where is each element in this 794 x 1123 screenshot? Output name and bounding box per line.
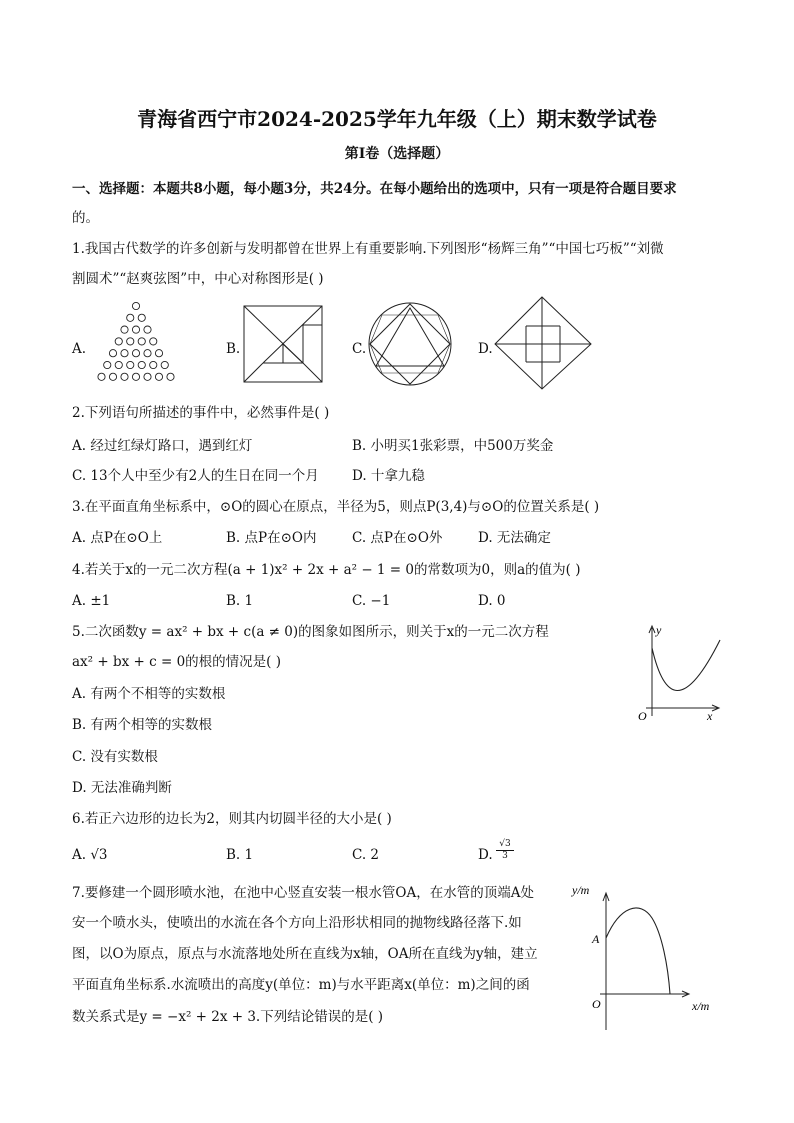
q1-option-c-label: C. (352, 341, 367, 357)
q2-option-c: C. 13个人中至少有2人的生日在同一个月 (72, 468, 319, 484)
yanghui-triangle-figure (88, 300, 184, 386)
q7-water-curve (606, 908, 670, 994)
triangle-dot (98, 373, 105, 380)
q5-option-c: C. 没有实数根 (72, 749, 158, 765)
triangle-dot (138, 314, 145, 321)
triangle-dot (167, 373, 174, 380)
q7-fountain-figure (568, 882, 728, 1034)
q5-option-d: D. 无法准确判断 (72, 780, 172, 796)
triangle-dot (155, 350, 162, 357)
q5-parabola-curve (652, 640, 720, 691)
intro-line-2: 的。 (72, 210, 99, 226)
circle-division-figure (366, 302, 454, 386)
q1-stem-line-2: 割圆术”“赵爽弦图”中，中心对称图形是( ) (72, 271, 324, 287)
q7-stem-line-5: 数关系式是y = −x² + 2x + 3.下列结论错误的是( ) (72, 1009, 384, 1025)
triangle-dot (109, 350, 116, 357)
q5-origin-label: O (638, 709, 647, 723)
triangle-dot (132, 350, 139, 357)
q1-option-b-label: B. (226, 341, 241, 357)
q7-point-a-label: A (592, 932, 600, 946)
q6-stem: 6.若正六边形的边长为2，则其内切圆半径的大小是( ) (72, 811, 392, 827)
triangle-dot (132, 373, 139, 380)
triangle-dot (132, 326, 139, 333)
q5-x-label: x (707, 709, 713, 723)
triangle-dot (127, 314, 134, 321)
q5-option-a: A. 有两个不相等的实数根 (72, 686, 226, 702)
q1-stem-line-1: 1.我国古代数学的许多创新与发明都曾在世界上有重要影响.下列图形“杨辉三角”“中国七巧板”“刘微 (72, 241, 664, 257)
triangle-dot (138, 338, 145, 345)
triangle-dot (115, 361, 122, 368)
q7-stem-line-2: 安一个喷水头，使喷出的水流在各个方向上沿形状相同的抛物线路径落下.如 (72, 915, 522, 931)
q6-option-d-fraction (496, 839, 514, 862)
q3-stem: 3.在平面直角坐标系中，⊙O的圆心在原点，半径为5，则点P(3,4)与⊙O的位置关系是( ) (72, 499, 600, 515)
q7-stem-line-3: 图，以O为原点，原点与水流落地处所在直线为x轴，OA所在直线为y轴，建立 (72, 946, 538, 962)
q6-option-b: B. 1 (226, 847, 254, 863)
q2-option-a: A. 经过红绿灯路口，遇到红灯 (72, 438, 253, 454)
triangle-dot (144, 373, 151, 380)
q6-option-d: D. (478, 847, 493, 863)
q4-option-a: A. ±1 (72, 593, 111, 609)
q5-option-b: B. 有两个相等的实数根 (72, 717, 213, 733)
q7-x-label: x/m (692, 999, 710, 1013)
q5-y-label: y (656, 623, 662, 637)
triangle-dot (109, 373, 116, 380)
triangle-dot (121, 326, 128, 333)
triangle-dot (161, 361, 168, 368)
triangle-dot (104, 361, 111, 368)
q7-stem-line-4: 平面直角坐标系.水流喷出的高度y(单位：m)与水平距离x(单位：m)之间的函 (72, 977, 530, 993)
section-heading: 第Ⅰ卷（选择题） (344, 146, 450, 162)
q4-stem: 4.若关于x的一元二次方程(a + 1)x² + 2x + a² − 1 = 0的常数项为0，则a的值为( ) (72, 562, 581, 578)
triangle-dot (127, 338, 134, 345)
q5-stem-line-1: 5.二次函数y = ax² + bx + c(a ≠ 0)的图象如图所示，则关于x的一元二次方程 (72, 624, 549, 640)
q7-origin-label: O (592, 997, 601, 1011)
zhaoshuang-figure (494, 296, 592, 390)
triangle-dot (115, 338, 122, 345)
triangle-dot (138, 361, 145, 368)
triangle-dot (127, 361, 134, 368)
q1-option-a-label: A. (72, 341, 87, 357)
triangle-dot (150, 361, 157, 368)
triangle-dot (132, 302, 139, 309)
triangle-dot (155, 373, 162, 380)
q4-option-c: C. −1 (352, 593, 391, 609)
triangle-dot (144, 350, 151, 357)
q6-option-a: A. √3 (72, 847, 108, 863)
triangle-dot (144, 326, 151, 333)
triangle-dot (121, 373, 128, 380)
q6-option-d-denominator: 3 (502, 851, 508, 861)
q3-option-d: D. 无法确定 (478, 530, 551, 546)
q7-stem-line-1: 7.要修建一个圆形喷水池，在池中心竖直安装一根水管OA，在水管的顶端A处 (72, 885, 534, 901)
q2-option-b: B. 小明买1张彩票，中500万奖金 (352, 438, 554, 454)
triangle-dot (121, 350, 128, 357)
triangle-dot (150, 338, 157, 345)
q6-option-c: C. 2 (352, 847, 380, 863)
q2-option-d: D. 十拿九稳 (352, 468, 425, 484)
intro-line-1: 一、选择题：本题共8小题，每小题3分，共24分。在每小题给出的选项中，只有一项是符合题目要求 (72, 181, 677, 197)
exam-title: 青海省西宁市2024-2025学年九年级（上）期末数学试卷 (137, 107, 657, 131)
q1-option-d-label: D. (478, 341, 493, 357)
q5-stem-line-2: ax² + bx + c = 0的根的情况是( ) (72, 654, 281, 670)
q5-parabola-figure (636, 620, 726, 724)
tangram-figure (243, 305, 323, 383)
q4-option-b: B. 1 (226, 593, 254, 609)
q2-stem: 2.下列语句所描述的事件中，必然事件是( ) (72, 405, 330, 421)
q3-option-c: C. 点P在⊙O外 (352, 530, 443, 546)
q3-option-a: A. 点P在⊙O上 (72, 530, 163, 546)
q3-option-b: B. 点P在⊙O内 (226, 530, 317, 546)
q7-y-label: y/m (572, 883, 590, 897)
q4-option-d: D. 0 (478, 593, 506, 609)
q6-option-d-numerator: √3 (496, 839, 514, 851)
